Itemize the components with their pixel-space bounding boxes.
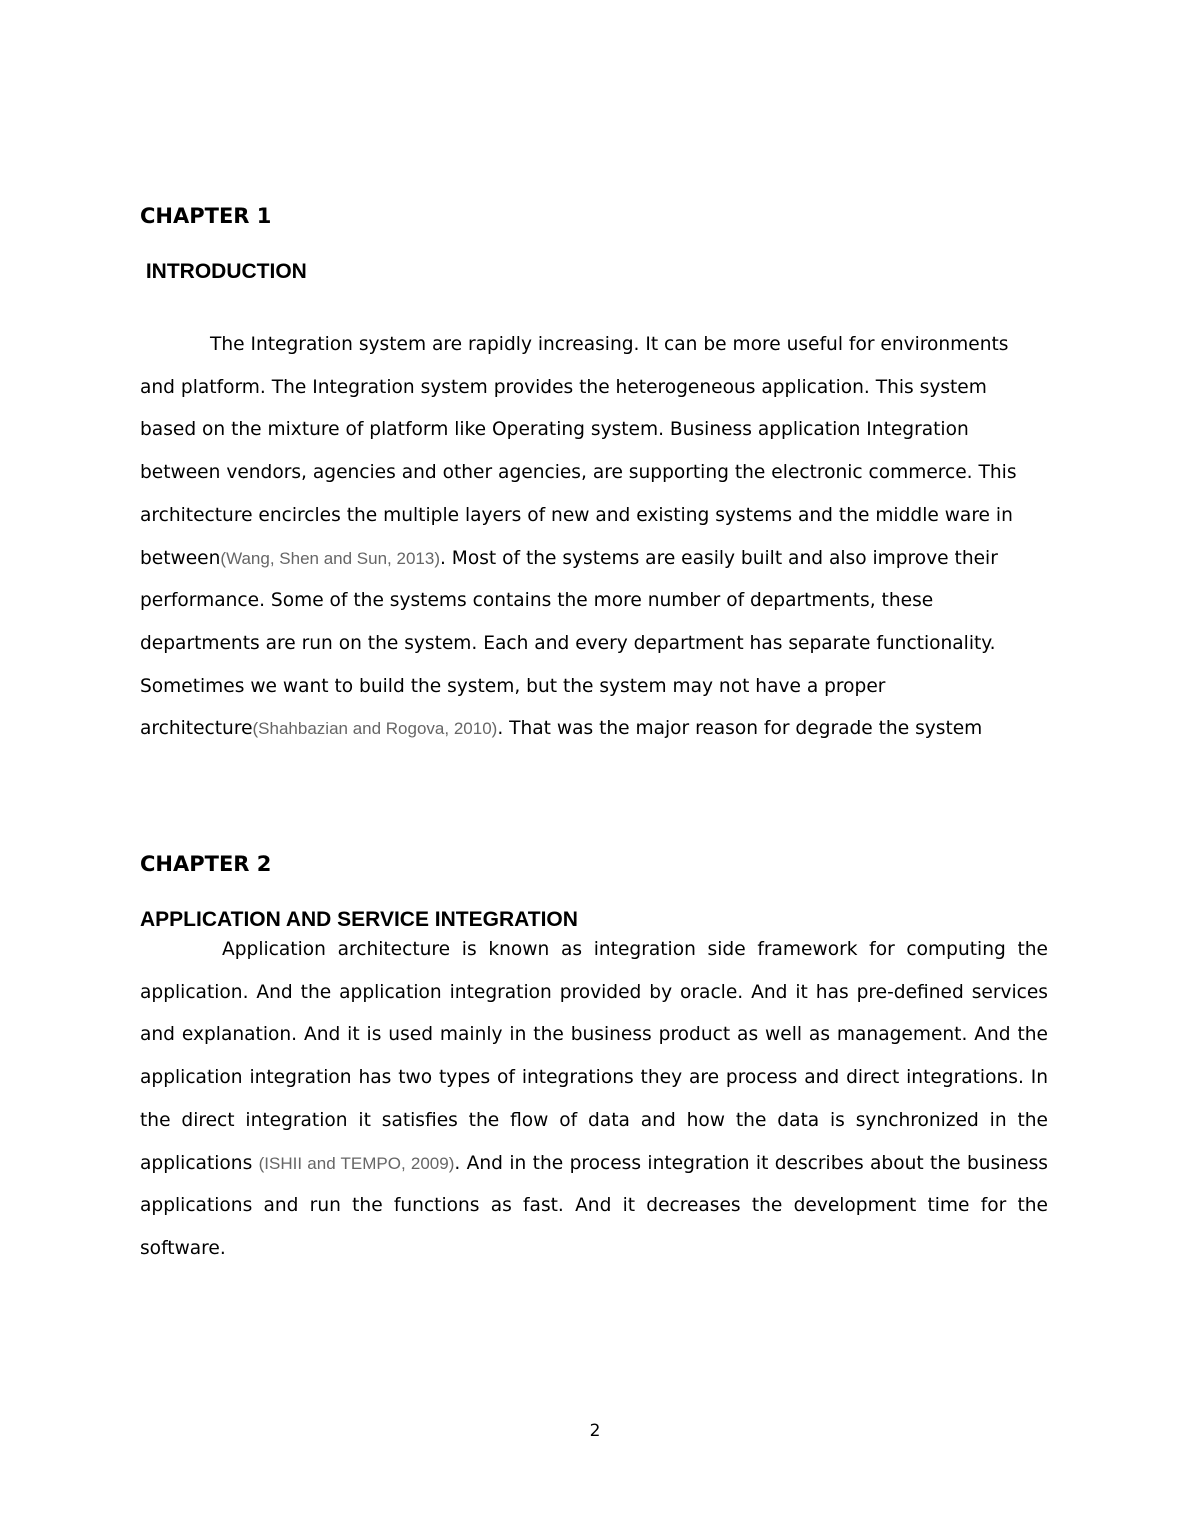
chapter-1-paragraph: [140, 324, 1048, 751]
chapter-2-label: CHAPTER 2: [140, 852, 272, 876]
chapter-2-text-part2: . And in the process integration it describes about the business applications and run the functions as fast. And it decreases the development time for the software.: [140, 1152, 1048, 1259]
chapter-2-title: APPLICATION AND SERVICE INTEGRATION: [140, 908, 578, 931]
citation-wang-shen-sun: (Wang, Shen and Sun, 2013): [220, 548, 440, 568]
chapter-1-label: CHAPTER 1: [140, 204, 272, 228]
citation-ishii-tempo: (ISHII and TEMPO, 2009): [258, 1153, 455, 1173]
chapter-2-paragraph: [140, 929, 1048, 1271]
citation-shahbazian-rogova: (Shahbazian and Rogova, 2010): [252, 719, 498, 739]
chapter-1-text-part2: . Most of the systems are easily built and also improve their performance. Some of the systems contains the more number of departments, these departments are run on the system. Each and every department has separate functionality. Sometimes we want to build the system, but the system may not have a proper architecture: [140, 547, 998, 740]
chapter-1-title: INTRODUCTION: [140, 260, 307, 283]
chapter-2-text-part1: Application architecture is known as integration side framework for computing the application. And the application integration provided by oracle. And it has pre-defined services and explanation. And it is used mainly in the business product as well as management. And the application integration has two types of integrations they are process and direct integrations. In the direct integration it satisfies the flow of data and how the data is synchronized in the applications: [140, 939, 1048, 1174]
chapter-1-text-part1: The Integration system are rapidly increasing. It can be more useful for environments and platform. The Integration system provides the heterogeneous application. This system based on the mixture of platform like Operating system. Business application Integration between vendors, agencies and other agencies, are supporting the electronic commerce. This architecture encircles the multiple layers of new and existing systems and the middle ware in between: [140, 334, 1017, 569]
page-number: 2: [589, 1421, 601, 1441]
chapter-1-text-part3: . That was the major reason for degrade the system: [497, 718, 983, 740]
